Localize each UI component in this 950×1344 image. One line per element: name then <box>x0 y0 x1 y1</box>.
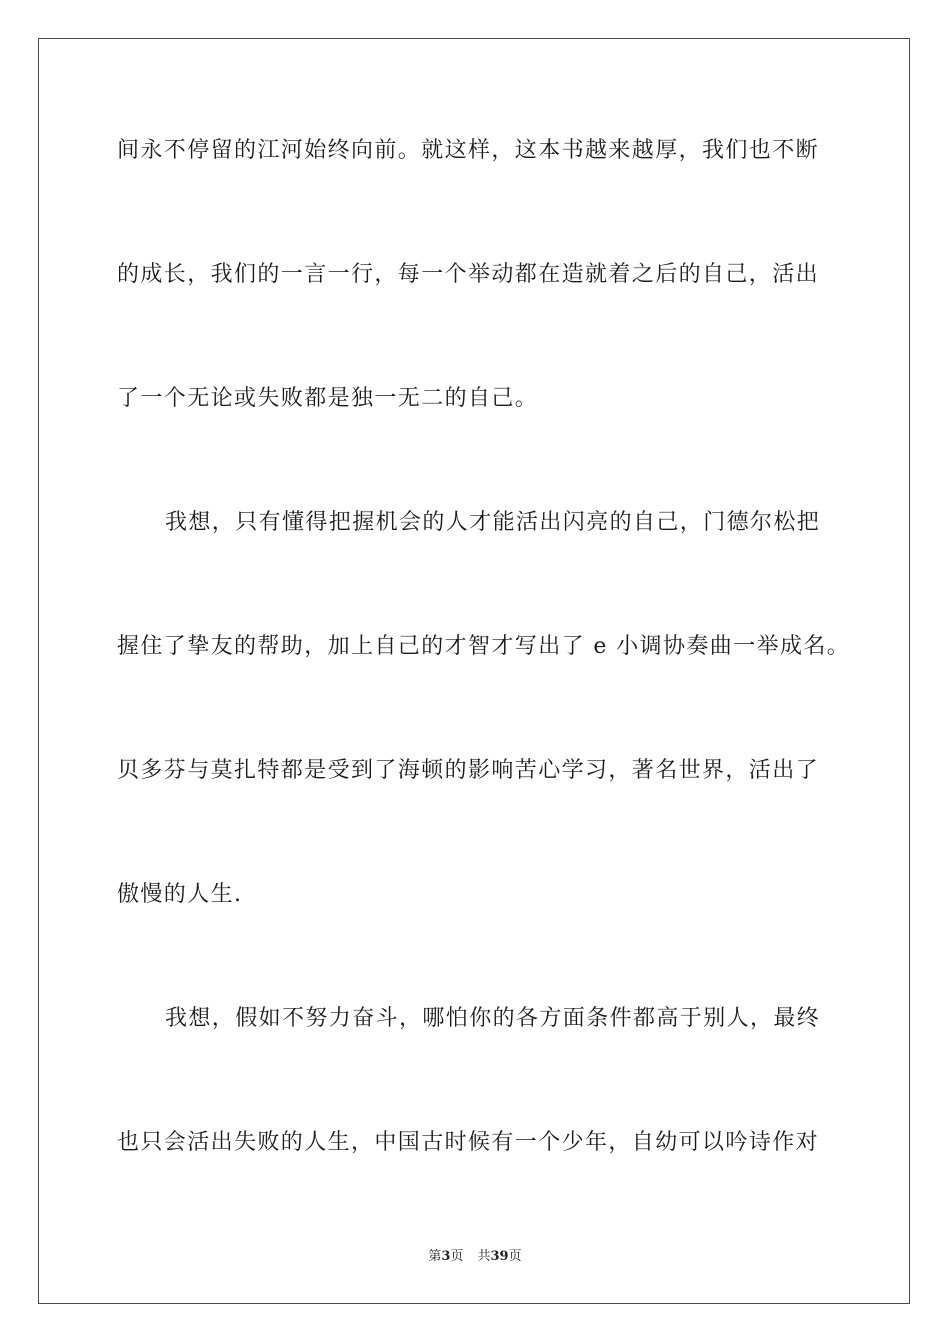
body-line-8: 我想，假如不努力奋斗，哪怕你的各方面条件都高于别人，最终 <box>165 1006 821 1031</box>
page-number: 3 <box>441 1249 451 1264</box>
page-footer <box>0 1248 950 1266</box>
body-line-2: 的成长，我们的一言一行，每一个举动都在造就着之后的自己，活出 <box>117 262 820 287</box>
body-line-7: 傲慢的人生. <box>117 882 243 907</box>
body-line-6: 贝多芬与莫扎特都是受到了海顿的影响苦心学习，著名世界，活出了 <box>117 758 820 783</box>
total-suffix: 页 <box>508 1249 522 1264</box>
total-pages: 39 <box>490 1249 509 1264</box>
page-frame <box>38 38 910 1304</box>
body-line-5: 握住了挚友的帮助，加上自己的才智才写出了 e 小调协奏曲一举成名。 <box>117 634 851 659</box>
page-suffix: 页 <box>450 1249 464 1264</box>
body-line-9: 也只会活出失败的人生，中国古时候有一个少年，自幼可以吟诗作对 <box>117 1130 820 1155</box>
body-line-1: 间永不停留的江河始终向前。就这样，这本书越来越厚，我们也不断 <box>117 138 820 163</box>
body-line-4: 我想，只有懂得把握机会的人才能活出闪亮的自己，门德尔松把 <box>165 510 821 535</box>
total-prefix: 共 <box>477 1249 491 1264</box>
body-line-3: 了一个无论或失败都是独一无二的自己。 <box>117 386 539 411</box>
page-prefix: 第 <box>428 1249 442 1264</box>
